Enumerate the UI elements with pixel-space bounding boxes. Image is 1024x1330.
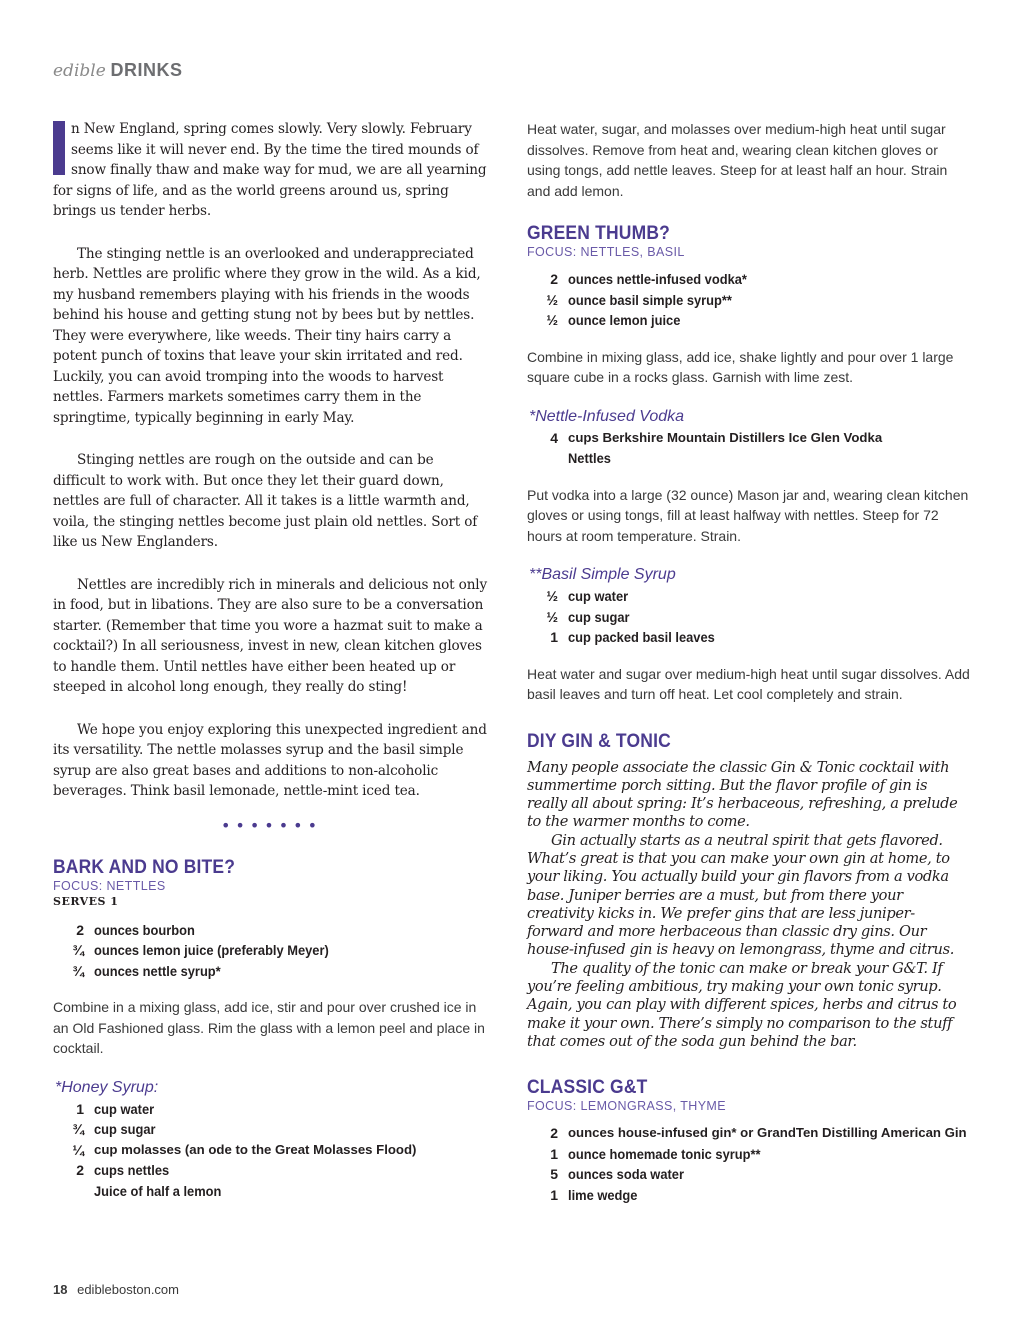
recipe-bark-no-bite [53, 857, 490, 1059]
recipe-title: BARK AND NO BITE? [53, 856, 236, 878]
intro-text: n New England, spring comes slowly. Very slowly. February seems like it will never end. By the time the tired mounds of snow finally thaw and make way for mud, we are all yearning for signs of life, and as the world greens around us, spring brings us tender herbs. [53, 121, 487, 219]
ingredient: 1 cup packed basil leaves [550, 629, 715, 645]
ingredient-list [527, 1123, 971, 1205]
ingredient: 1 cup water [76, 1100, 155, 1117]
left-column [53, 119, 490, 1217]
recipe-method: Combine in mixing glass, add ice, shake lightly and pour over 1 large square cube in a rocks glass. Garnish with lime zest. [527, 348, 954, 385]
recipe-focus: FOCUS: NETTLES, BASIL [527, 245, 685, 259]
ingredient: 4 cups Berkshire Mountain Distillers Ice Glen Vodka [550, 429, 883, 446]
ingredient: ½ cup sugar [546, 608, 630, 625]
body-paragraph: The stinging nettle is an overlooked and underappreciated herb. Nettles are prolific where they grow in the wild. As a kid, my husband remembers playing with his friends in the woods behind his house and getting stung not by bees but by nettles. They were everywhere, like weeds. Their tiny hairs carry a potent punch of toxins that leave your skin irritated and red. Luckily, you can avoid tromping into the woods to harvest nettles. Farmers markets sometimes carry them in the springtime, typically beginning in early May. [53, 245, 481, 426]
ingredient-list [53, 920, 490, 982]
ingredient-list [53, 1099, 490, 1202]
ingredient: ½ ounce lemon juice [546, 312, 681, 328]
site-url: edibleboston.com [77, 1282, 179, 1297]
ingredient: 2 ounces house-infused gin* or GrandTen Distilling American Gin [550, 1125, 967, 1142]
section-name: DRINKS [110, 60, 183, 80]
ingredient-list [527, 269, 971, 331]
subrecipe-title: *Nettle-Infused Vodka [529, 407, 685, 425]
ingredient: 1 ounce homemade tonic syrup** [550, 1145, 761, 1162]
page-number: 18 [53, 1282, 68, 1297]
nettle-vodka [527, 408, 971, 547]
ingredient: ½ ounce basil simple syrup** [546, 291, 732, 308]
right-column [527, 119, 971, 1221]
recipe-serves: SERVES 1 [53, 894, 119, 908]
subrecipe-method: Put vodka into a large (32 ounce) Mason jar and, wearing clean kitchen gloves or using tongs, fill at least halfway with nettles. Steep for 72 hours at room temperature. Strain. [527, 486, 969, 544]
recipe-classic-gt [527, 1077, 971, 1205]
drop-cap [53, 121, 65, 175]
italic-paragraph: Gin actually starts as a neutral spirit that gets flavored. What’s great is that you can make your own gin at home, to your liking. You actually build your gin flavors from a vodka base. Juniper berries are a must, but from there your creativity kicks in. We prefer gins that are less juniper-forward and more herbaceous than classic dry gins. Our house-infused gin is heavy on lemongrass, thyme and citrus. [527, 831, 955, 959]
diy-gin-tonic [527, 731, 971, 1052]
ingredient: ¼ cup molasses (an ode to the Great Molasses Flood) [72, 1141, 417, 1158]
subrecipe-method: Heat water and sugar over medium-high heat until sugar dissolves. Add basil leaves and turn off heat. Let cool completely and strain. [527, 665, 970, 702]
recipe-title: GREEN THUMB? [527, 223, 671, 244]
ingredient: ¾ ounces lemon juice (preferably Meyer) [72, 942, 329, 958]
body-paragraph: We hope you enjoy exploring this unexpected ingredient and its versatility. The nettle molasses syrup and the basil simple syrup are also great bases and additions to non-alcoholic beverages. Think basil lemonade, nettle-mint iced tea. [53, 721, 487, 799]
ingredient: ¾ ounces nettle syrup* [72, 962, 221, 979]
ingredient-list [527, 586, 971, 648]
ingredient-list [527, 428, 971, 469]
ingredient: 5 ounces soda water [550, 1166, 684, 1183]
ingredient: 2 ounces bourbon [76, 921, 195, 938]
italic-paragraph: The quality of the tonic can make or break your G&T. If you’re feeling ambitious, try making your own tonic syrup. Again, you can play with different spices, herbs and citrus to make it your own. There’s simply no comparison to the stuff that comes out of the soda gun behind the bar. [527, 959, 957, 1050]
ingredient: 2 ounces nettle-infused vodka* [550, 271, 747, 287]
brand-edible: edible [53, 61, 106, 81]
recipe-title: CLASSIC G&T [527, 1077, 648, 1099]
recipe-green-thumb [527, 223, 971, 388]
basil-syrup [527, 566, 971, 705]
subrecipe-title: **Basil Simple Syrup [529, 566, 676, 583]
recipe-focus: FOCUS: LEMONGRASS, THYME [527, 1099, 726, 1114]
ingredient: 1 lime wedge [550, 1186, 638, 1203]
ingredient: ½ cup water [546, 588, 629, 604]
honey-method: Heat water, sugar, and molasses over medium-high heat until sugar dissolves. Remove from heat and, wearing clean kitchen gloves or using tongs, add nettle leaves. Steep for at least half an hour. Strain and add lemon. [527, 121, 948, 199]
section-title: DIY GIN & TONIC [527, 730, 671, 752]
italic-paragraph: Many people associate the classic Gin & Tonic cocktail with summertime porch sitting. But the flavor profile of gin is really all about spring: It’s herbaceous, refreshing, a prelude to the warmer months to come. [527, 758, 958, 831]
ingredient: ¾ cup sugar [72, 1121, 156, 1137]
body-paragraph: Nettles are incredibly rich in minerals and delicious not only in food, but in libations. They are also sure to be a conversation starter. (Remember that time you wore a hazmat suit to make a cocktail?) In all seriousness, invest in new, clean kitchen gloves to handle them. Until nettles have either been heated up or steeped in alcohol long enough, they really do sting! [53, 576, 488, 695]
body-paragraph: Stinging nettles are rough on the outside and can be difficult to work with. But once they let their guard down, nettles are full of character. All it takes is a little warmth and, voila, the stinging nettles become just plain old nettles. Sort of like us New Englanders. [53, 452, 478, 550]
intro-paragraph [53, 119, 490, 222]
ingredient: Nettles [568, 450, 611, 466]
ingredient: Juice of half a lemon [94, 1182, 222, 1199]
subrecipe-title: *Honey Syrup: [55, 1078, 159, 1096]
divider-dots: ••••••• [220, 815, 323, 835]
page-footer [53, 1282, 179, 1297]
recipe-focus: FOCUS: NETTLES [53, 878, 166, 893]
section-header [53, 60, 183, 82]
honey-syrup [53, 1079, 490, 1202]
ingredient: 2 cups nettles [76, 1162, 170, 1178]
recipe-method: Combine in a mixing glass, add ice, stir and pour over crushed ice in an Old Fashioned glass. Rim the glass with a lemon peel and place in cocktail. [53, 999, 485, 1056]
